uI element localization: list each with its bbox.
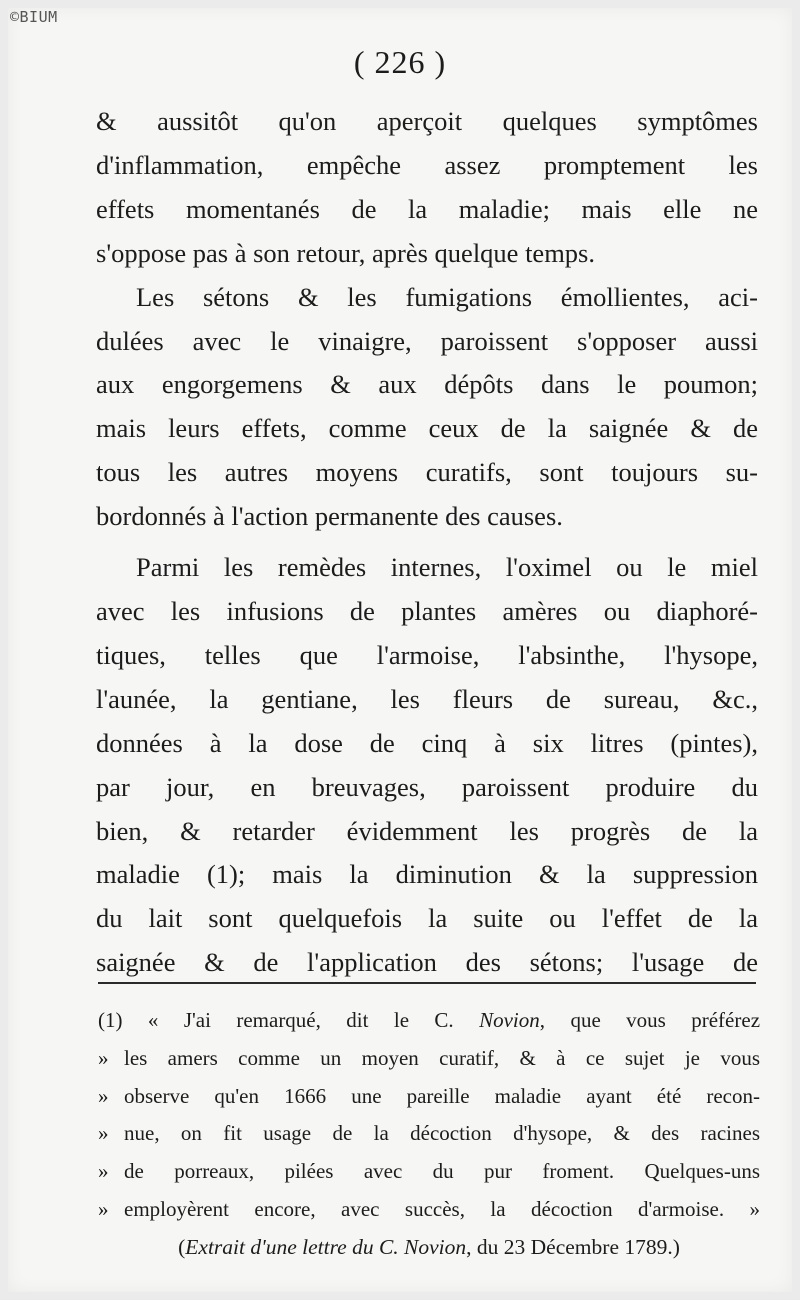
footnote-text: « J'ai remarqué, dit le C. — [147, 1008, 480, 1032]
footnote-text: , que vous préférez — [539, 1008, 761, 1032]
text-line: dulées avec le vinaigre, paroissent s'opposer aussi — [96, 325, 758, 356]
text-line: du lait sont quelquefois la suite ou l'effet de la — [96, 903, 758, 934]
footnote-line — [98, 1191, 760, 1229]
paragraph-gap — [96, 539, 758, 546]
page-number: ( 226 ) — [353, 44, 447, 80]
footnote-line — [98, 1078, 760, 1116]
paragraph — [96, 546, 758, 985]
source-title: Extrait d'une lettre du C. Novion — [185, 1234, 467, 1259]
footnote-line — [98, 1115, 760, 1153]
text-line: s'oppose pas à son retour, après quelque temps. — [96, 237, 595, 268]
paragraph — [96, 100, 758, 276]
quote-mark: » — [98, 1045, 109, 1070]
text-line: effets momentanés de la maladie; mais elle ne — [96, 193, 758, 224]
footnote-line — [98, 1040, 760, 1078]
text-line: données à la dose de cinq à six litres (pintes), — [96, 727, 758, 758]
footnote-text: de porreaux, pilées avec du pur froment. Quelques-uns — [124, 1159, 760, 1184]
quote-mark: » — [98, 1196, 109, 1221]
text-line: tiques, telles que l'armoise, l'absinthe, l'hysope, — [96, 639, 758, 670]
text-line: tous les autres moyens curatifs, sont toujours su- — [96, 457, 758, 488]
text-line: Les sétons & les fumigations émollientes, aci- — [136, 281, 758, 312]
text-line: aux engorgemens & aux dépôts dans le poumon; — [96, 369, 758, 400]
footnote-line — [98, 1153, 760, 1191]
paragraph — [96, 276, 758, 539]
quote-mark: » — [98, 1083, 109, 1108]
footnote-text: employèrent encore, avec succès, la décoction d'armoise. » — [124, 1196, 760, 1221]
source-paren: ( — [178, 1234, 186, 1259]
text-line: par jour, en breuvages, paroissent produire du — [96, 771, 758, 802]
library-stamp: ©BIUM — [10, 8, 58, 26]
footnote-source — [98, 1229, 760, 1267]
text-line: mais leurs effets, comme ceux de la saignée & de — [96, 413, 758, 444]
footnote-text: observe qu'en 1666 une pareille maladie ayant été recon- — [124, 1083, 760, 1108]
body-text — [96, 100, 758, 985]
text-line: maladie (1); mais la diminution & la suppression — [96, 859, 758, 890]
source-date: , du 23 Décembre 1789.) — [466, 1234, 680, 1259]
text-line: & aussitôt qu'on aperçoit quelques symptômes — [96, 106, 758, 136]
quote-mark: » — [98, 1159, 109, 1184]
text-line: Parmi les remèdes internes, l'oximel ou le miel — [136, 552, 758, 583]
quote-mark: » — [98, 1121, 109, 1146]
footnote — [98, 1002, 760, 1267]
footnote-text: les amers comme un moyen curatif, & à ce sujet je vous — [124, 1045, 760, 1070]
footnote-line — [98, 1002, 760, 1040]
text-line: l'aunée, la gentiane, les fleurs de sureau, &c., — [96, 683, 758, 714]
book-page — [8, 8, 792, 1292]
footnote-text: nue, on fit usage de la décoction d'hysope, & des racines — [124, 1121, 760, 1146]
text-line: bien, & retarder évidemment les progrès de la — [96, 815, 758, 846]
text-line: avec les infusions de plantes amères ou diaphoré- — [96, 595, 758, 626]
text-line: saignée & de l'application des sétons; l'usage de — [96, 947, 758, 978]
footnote-author-name: Novion — [479, 1008, 540, 1032]
footnote-divider — [98, 982, 756, 984]
footnote-marker: (1) — [98, 1008, 123, 1032]
text-line: d'inflammation, empêche assez promptement les — [96, 149, 758, 180]
text-line: bordonnés à l'action permanente des causes. — [96, 501, 563, 532]
